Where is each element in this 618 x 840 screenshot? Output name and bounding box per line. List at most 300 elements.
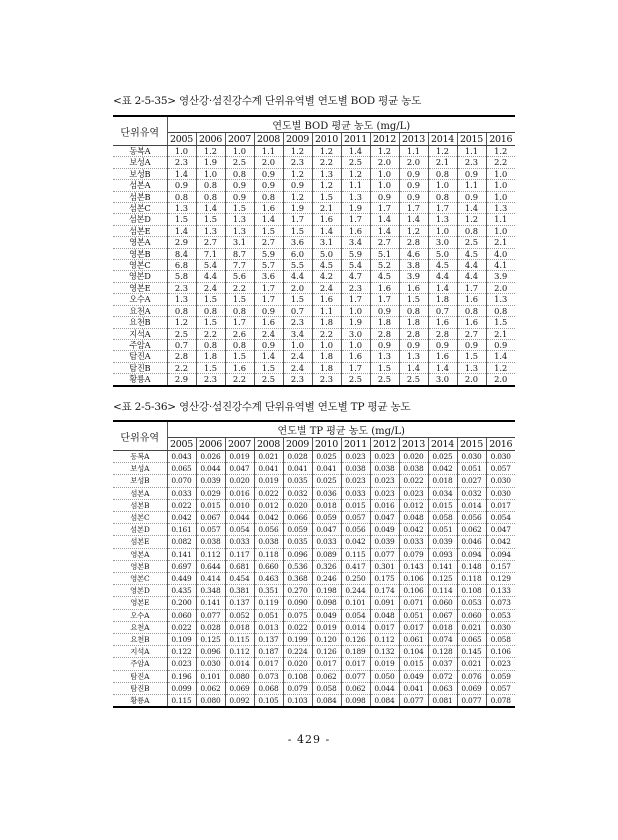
table-cell: 0.044 xyxy=(225,512,254,524)
row-label: 요천B xyxy=(113,317,167,328)
table-cell: 0.053 xyxy=(486,609,515,621)
table-cell: 0.9 xyxy=(254,168,283,179)
table-cell: 0.073 xyxy=(254,670,283,682)
table-cell: 2.3 xyxy=(457,157,486,168)
table-cell: 0.133 xyxy=(486,585,515,597)
table-cell: 0.044 xyxy=(196,463,225,475)
table-cell: 0.059 xyxy=(312,512,341,524)
table-cell: 2.9 xyxy=(167,237,196,248)
row-label: 섬본D xyxy=(113,524,167,536)
table-cell: 1.4 xyxy=(457,203,486,214)
row-label: 보성A xyxy=(113,157,167,168)
table-cell: 0.014 xyxy=(225,658,254,670)
table-cell: 1.7 xyxy=(370,203,399,214)
row-label: 동복A xyxy=(113,146,167,157)
table-cell: 0.070 xyxy=(167,475,196,487)
table-cell: 5.9 xyxy=(254,248,283,259)
table-cell: 1.6 xyxy=(399,282,428,293)
table-cell: 0.023 xyxy=(341,451,370,463)
table-row xyxy=(113,463,515,475)
table-cell: 2.2 xyxy=(196,328,225,339)
table-cell: 0.030 xyxy=(486,451,515,463)
table-cell: 1.2 xyxy=(341,168,370,179)
table-cell: 0.9 xyxy=(486,339,515,350)
table-cell: 1.8 xyxy=(370,317,399,328)
table-cell: 1.0 xyxy=(428,225,457,236)
table-cell: 1.2 xyxy=(486,362,515,373)
table-cell: 1.7 xyxy=(457,282,486,293)
unit-header: 단위유역 xyxy=(113,421,167,451)
row-label: 보성B xyxy=(113,168,167,179)
table-cell: 4.0 xyxy=(486,248,515,259)
year-header: 2016 xyxy=(486,438,515,451)
table-cell: 1.2 xyxy=(399,225,428,236)
table-cell: 2.4 xyxy=(254,328,283,339)
table-cell: 0.077 xyxy=(341,670,370,682)
row-label: 섬본C xyxy=(113,203,167,214)
table-row xyxy=(113,362,515,373)
table-cell: 1.0 xyxy=(428,180,457,191)
page-number: - 429 - xyxy=(287,733,331,746)
table-cell: 0.077 xyxy=(196,609,225,621)
table-row xyxy=(113,237,515,248)
table-cell: 1.4 xyxy=(167,225,196,236)
table-cell: 3.1 xyxy=(312,237,341,248)
table-cell: 2.3 xyxy=(341,282,370,293)
table-cell: 0.250 xyxy=(341,573,370,585)
row-label: 오수A xyxy=(113,294,167,305)
table-cell: 0.8 xyxy=(196,180,225,191)
table-cell: 0.071 xyxy=(399,597,428,609)
row-label: 요천B xyxy=(113,634,167,646)
table-cell: 0.030 xyxy=(196,658,225,670)
table-cell: 1.2 xyxy=(283,191,312,202)
table-cell: 0.075 xyxy=(283,609,312,621)
table-cell: 0.073 xyxy=(486,597,515,609)
table-cell: 0.059 xyxy=(283,524,312,536)
table-cell: 1.8 xyxy=(312,362,341,373)
table-cell: 4.4 xyxy=(283,271,312,282)
table-cell: 0.065 xyxy=(167,463,196,475)
group-header: 연도별 TP 평균 농도 (mg/L) xyxy=(167,421,515,438)
table-cell: 1.0 xyxy=(225,146,254,157)
table-cell: 0.028 xyxy=(283,451,312,463)
table-cell: 0.454 xyxy=(225,573,254,585)
year-header: 2013 xyxy=(399,133,428,146)
table-cell: 0.018 xyxy=(225,621,254,633)
table-cell: 0.042 xyxy=(428,463,457,475)
table-cell: 0.051 xyxy=(457,463,486,475)
table-cell: 0.042 xyxy=(341,536,370,548)
table-cell: 0.060 xyxy=(457,609,486,621)
table-cell: 1.1 xyxy=(341,180,370,191)
table-cell: 4.4 xyxy=(457,260,486,271)
table-cell: 0.015 xyxy=(428,499,457,511)
row-label: 탐진B xyxy=(113,682,167,694)
table-cell: 2.1 xyxy=(486,328,515,339)
table-cell: 2.8 xyxy=(399,328,428,339)
table-cell: 1.5 xyxy=(312,191,341,202)
table-cell: 0.125 xyxy=(196,634,225,646)
table-cell: 0.128 xyxy=(428,646,457,658)
table-cell: 4.5 xyxy=(428,260,457,271)
table-cell: 0.9 xyxy=(225,191,254,202)
year-header: 2008 xyxy=(254,133,283,146)
table-cell: 0.8 xyxy=(428,168,457,179)
table-cell: 0.199 xyxy=(283,634,312,646)
table-cell: 0.030 xyxy=(457,451,486,463)
table-cell: 0.8 xyxy=(196,191,225,202)
table-cell: 1.5 xyxy=(196,214,225,225)
table-cell: 5.8 xyxy=(167,271,196,282)
table-cell: 0.094 xyxy=(457,548,486,560)
table-cell: 0.092 xyxy=(225,695,254,708)
table-cell: 0.038 xyxy=(196,536,225,548)
table-cell: 0.8 xyxy=(399,305,428,316)
table-cell: 0.326 xyxy=(312,560,341,572)
table-row xyxy=(113,499,515,511)
table-cell: 0.148 xyxy=(457,560,486,572)
table-cell: 0.039 xyxy=(196,475,225,487)
table-cell: 0.028 xyxy=(196,621,225,633)
table-cell: 0.042 xyxy=(167,512,196,524)
table-cell: 0.067 xyxy=(196,512,225,524)
table-cell: 1.0 xyxy=(283,339,312,350)
row-label: 영본C xyxy=(113,573,167,585)
table-cell: 0.081 xyxy=(428,695,457,708)
row-label: 탐진A xyxy=(113,351,167,362)
table-cell: 0.8 xyxy=(196,305,225,316)
table-cell: 0.112 xyxy=(225,646,254,658)
table-cell: 0.115 xyxy=(341,548,370,560)
table-cell: 1.0 xyxy=(370,180,399,191)
table-cell: 8.7 xyxy=(225,248,254,259)
row-label: 탐진B xyxy=(113,362,167,373)
table-cell: 2.3 xyxy=(283,374,312,386)
table-cell: 2.5 xyxy=(341,157,370,168)
table-cell: 1.0 xyxy=(486,168,515,179)
year-header: 2005 xyxy=(167,133,196,146)
table-cell: 0.023 xyxy=(399,487,428,499)
table-cell: 1.9 xyxy=(341,317,370,328)
table-row xyxy=(113,487,515,499)
row-label: 보성B xyxy=(113,475,167,487)
table-cell: 0.189 xyxy=(341,646,370,658)
year-header: 2011 xyxy=(341,438,370,451)
row-label: 영본D xyxy=(113,585,167,597)
table-cell: 0.058 xyxy=(312,682,341,694)
table-cell: 0.119 xyxy=(254,597,283,609)
table-cell: 0.025 xyxy=(312,451,341,463)
table-cell: 0.246 xyxy=(312,573,341,585)
table-cell: 1.4 xyxy=(254,214,283,225)
table-row xyxy=(113,191,515,202)
table-cell: 0.8 xyxy=(486,305,515,316)
table-cell: 0.101 xyxy=(341,597,370,609)
table-cell: 0.018 xyxy=(428,621,457,633)
table-cell: 1.5 xyxy=(196,294,225,305)
table-row xyxy=(113,670,515,682)
table-cell: 0.108 xyxy=(457,585,486,597)
table-cell: 0.013 xyxy=(254,621,283,633)
table-cell: 0.022 xyxy=(254,487,283,499)
table-cell: 1.3 xyxy=(167,203,196,214)
table-cell: 0.9 xyxy=(283,180,312,191)
table-cell: 0.9 xyxy=(167,180,196,191)
table-cell: 0.8 xyxy=(167,305,196,316)
table-row xyxy=(113,214,515,225)
table-cell: 0.8 xyxy=(254,191,283,202)
table-cell: 2.0 xyxy=(283,282,312,293)
table-cell: 1.4 xyxy=(428,362,457,373)
table-row xyxy=(113,351,515,362)
table-cell: 0.023 xyxy=(370,475,399,487)
year-header: 2008 xyxy=(254,438,283,451)
row-label: 섬본B xyxy=(113,499,167,511)
table-cell: 0.025 xyxy=(312,475,341,487)
year-header: 2014 xyxy=(428,438,457,451)
year-header: 2010 xyxy=(312,438,341,451)
table-cell: 2.3 xyxy=(167,282,196,293)
table-cell: 2.4 xyxy=(196,282,225,293)
table-cell: 0.056 xyxy=(254,524,283,536)
table-cell: 0.051 xyxy=(254,609,283,621)
table-cell: 0.9 xyxy=(254,339,283,350)
table-cell: 0.126 xyxy=(341,634,370,646)
table-cell: 1.0 xyxy=(486,191,515,202)
table-cell: 5.7 xyxy=(254,260,283,271)
unit-header: 단위유역 xyxy=(113,116,167,146)
table-cell: 0.435 xyxy=(167,585,196,597)
table-cell: 2.0 xyxy=(399,157,428,168)
table-cell: 2.1 xyxy=(428,157,457,168)
table-cell: 0.022 xyxy=(399,475,428,487)
table-cell: 0.015 xyxy=(399,658,428,670)
table-cell: 0.042 xyxy=(399,524,428,536)
table-cell: 2.5 xyxy=(341,374,370,386)
table-cell: 1.0 xyxy=(370,168,399,179)
table-cell: 1.8 xyxy=(399,317,428,328)
table-cell: 0.052 xyxy=(225,609,254,621)
table-cell: 1.7 xyxy=(428,203,457,214)
table-row xyxy=(113,328,515,339)
table-cell: 2.5 xyxy=(254,374,283,386)
table-cell: 0.103 xyxy=(283,695,312,708)
table-cell: 0.096 xyxy=(283,548,312,560)
row-label: 탐진A xyxy=(113,670,167,682)
table-cell: 0.023 xyxy=(167,658,196,670)
table-cell: 0.017 xyxy=(399,621,428,633)
table-cell: 0.105 xyxy=(254,695,283,708)
table-cell: 0.118 xyxy=(457,573,486,585)
table-cell: 1.6 xyxy=(341,225,370,236)
table-cell: 2.7 xyxy=(196,237,225,248)
table-cell: 0.106 xyxy=(399,585,428,597)
table-cell: 0.023 xyxy=(370,451,399,463)
table-cell: 0.093 xyxy=(428,548,457,560)
table-cell: 0.096 xyxy=(196,646,225,658)
table-cell: 4.6 xyxy=(399,248,428,259)
table-cell: 1.5 xyxy=(370,362,399,373)
table-cell: 0.060 xyxy=(428,597,457,609)
table-cell: 0.057 xyxy=(341,512,370,524)
row-label: 섬본B xyxy=(113,191,167,202)
year-header: 2011 xyxy=(341,133,370,146)
row-label: 보성A xyxy=(113,463,167,475)
table-cell: 2.2 xyxy=(167,362,196,373)
table-cell: 2.5 xyxy=(225,157,254,168)
table-cell: 1.6 xyxy=(370,282,399,293)
table-cell: 5.0 xyxy=(428,248,457,259)
table-cell: 7.7 xyxy=(225,260,254,271)
table-cell: 2.1 xyxy=(312,203,341,214)
table-cell: 1.4 xyxy=(196,203,225,214)
table-cell: 1.6 xyxy=(341,351,370,362)
table-cell: 0.017 xyxy=(486,499,515,511)
table-cell: 1.2 xyxy=(283,146,312,157)
table-cell: 1.3 xyxy=(341,191,370,202)
table-cell: 0.014 xyxy=(457,499,486,511)
table-cell: 1.0 xyxy=(312,339,341,350)
table-cell: 2.5 xyxy=(457,237,486,248)
table-cell: 0.025 xyxy=(428,451,457,463)
table-cell: 1.0 xyxy=(196,168,225,179)
table-cell: 3.9 xyxy=(486,271,515,282)
table-cell: 2.3 xyxy=(167,157,196,168)
table-cell: 0.9 xyxy=(254,305,283,316)
table-cell: 2.4 xyxy=(312,282,341,293)
year-header: 2012 xyxy=(370,438,399,451)
table-cell: 1.7 xyxy=(225,317,254,328)
table-cell: 0.9 xyxy=(428,339,457,350)
table-cell: 1.5 xyxy=(283,225,312,236)
table-row xyxy=(113,225,515,236)
table-cell: 0.141 xyxy=(428,560,457,572)
table-cell: 0.098 xyxy=(312,597,341,609)
table-cell: 0.463 xyxy=(254,573,283,585)
row-label: 섬본A xyxy=(113,487,167,499)
table-cell: 0.058 xyxy=(428,512,457,524)
table-cell: 0.019 xyxy=(254,475,283,487)
table-cell: 1.5 xyxy=(196,317,225,328)
table-row xyxy=(113,609,515,621)
table-cell: 0.200 xyxy=(167,597,196,609)
row-label: 동복A xyxy=(113,451,167,463)
table-cell: 1.3 xyxy=(486,294,515,305)
table-row xyxy=(113,317,515,328)
table-cell: 0.074 xyxy=(428,634,457,646)
table-cell: 2.3 xyxy=(196,374,225,386)
row-label: 지석A xyxy=(113,328,167,339)
table-cell: 0.080 xyxy=(196,695,225,708)
table-cell: 5.2 xyxy=(370,260,399,271)
table-cell: 0.077 xyxy=(457,695,486,708)
table-cell: 1.2 xyxy=(370,146,399,157)
table-row xyxy=(113,560,515,572)
table-cell: 0.082 xyxy=(167,536,196,548)
table-cell: 1.5 xyxy=(283,294,312,305)
table-cell: 0.175 xyxy=(370,573,399,585)
table-cell: 0.062 xyxy=(457,524,486,536)
table-cell: 4.2 xyxy=(312,271,341,282)
table-row xyxy=(113,536,515,548)
table-cell: 0.196 xyxy=(167,670,196,682)
table-cell: 0.030 xyxy=(486,621,515,633)
table-cell: 0.033 xyxy=(225,536,254,548)
table-cell: 0.351 xyxy=(254,585,283,597)
table-cell: 0.018 xyxy=(428,475,457,487)
year-header: 2010 xyxy=(312,133,341,146)
table-cell: 0.9 xyxy=(399,180,428,191)
table-cell: 0.198 xyxy=(312,585,341,597)
row-label: 영본A xyxy=(113,548,167,560)
table-cell: 1.6 xyxy=(312,294,341,305)
table-cell: 0.141 xyxy=(167,548,196,560)
table-cell: 0.022 xyxy=(283,621,312,633)
table-cell: 2.0 xyxy=(370,157,399,168)
table-cell: 0.536 xyxy=(283,560,312,572)
table-row xyxy=(113,682,515,694)
table-cell: 1.6 xyxy=(457,317,486,328)
table-cell: 0.224 xyxy=(283,646,312,658)
table-cell: 1.7 xyxy=(399,203,428,214)
table-cell: 0.9 xyxy=(457,191,486,202)
table-cell: 0.036 xyxy=(312,487,341,499)
table-cell: 0.010 xyxy=(225,499,254,511)
table-cell: 2.2 xyxy=(225,282,254,293)
table-cell: 0.062 xyxy=(196,682,225,694)
table-cell: 1.4 xyxy=(399,362,428,373)
table-caption: <표 2-5-35> 영산강·섬진강수계 단위유역별 연도별 BOD 평균 농도 xyxy=(113,95,422,107)
table-cell: 0.187 xyxy=(254,646,283,658)
table-cell: 0.022 xyxy=(167,621,196,633)
table-cell: 0.033 xyxy=(167,487,196,499)
table-cell: 1.4 xyxy=(399,214,428,225)
table-cell: 0.022 xyxy=(167,499,196,511)
table-cell: 0.057 xyxy=(196,524,225,536)
table-cell: 1.0 xyxy=(167,146,196,157)
table-cell: 0.449 xyxy=(167,573,196,585)
year-header: 2016 xyxy=(486,133,515,146)
table-cell: 0.644 xyxy=(196,560,225,572)
table-cell: 2.5 xyxy=(399,374,428,386)
table-cell: 0.143 xyxy=(399,560,428,572)
tp-table xyxy=(113,420,515,708)
table-cell: 6.0 xyxy=(283,248,312,259)
table-cell: 0.021 xyxy=(457,621,486,633)
table-cell: 2.9 xyxy=(167,374,196,386)
table-cell: 0.017 xyxy=(341,658,370,670)
table-row xyxy=(113,260,515,271)
table-row xyxy=(113,294,515,305)
table-cell: 0.098 xyxy=(341,695,370,708)
table-cell: 0.062 xyxy=(341,682,370,694)
table-cell: 0.114 xyxy=(428,585,457,597)
row-label: 요천A xyxy=(113,621,167,633)
table-cell: 4.7 xyxy=(341,271,370,282)
table-cell: 1.4 xyxy=(312,225,341,236)
table-cell: 0.037 xyxy=(428,658,457,670)
table-cell: 1.4 xyxy=(370,225,399,236)
table-cell: 2.6 xyxy=(225,328,254,339)
table-cell: 0.030 xyxy=(486,487,515,499)
table-cell: 2.3 xyxy=(283,317,312,328)
table-cell: 0.012 xyxy=(254,499,283,511)
table-cell: 0.033 xyxy=(312,536,341,548)
table-cell: 0.049 xyxy=(312,609,341,621)
table-cell: 0.9 xyxy=(399,191,428,202)
table-cell: 0.042 xyxy=(254,512,283,524)
